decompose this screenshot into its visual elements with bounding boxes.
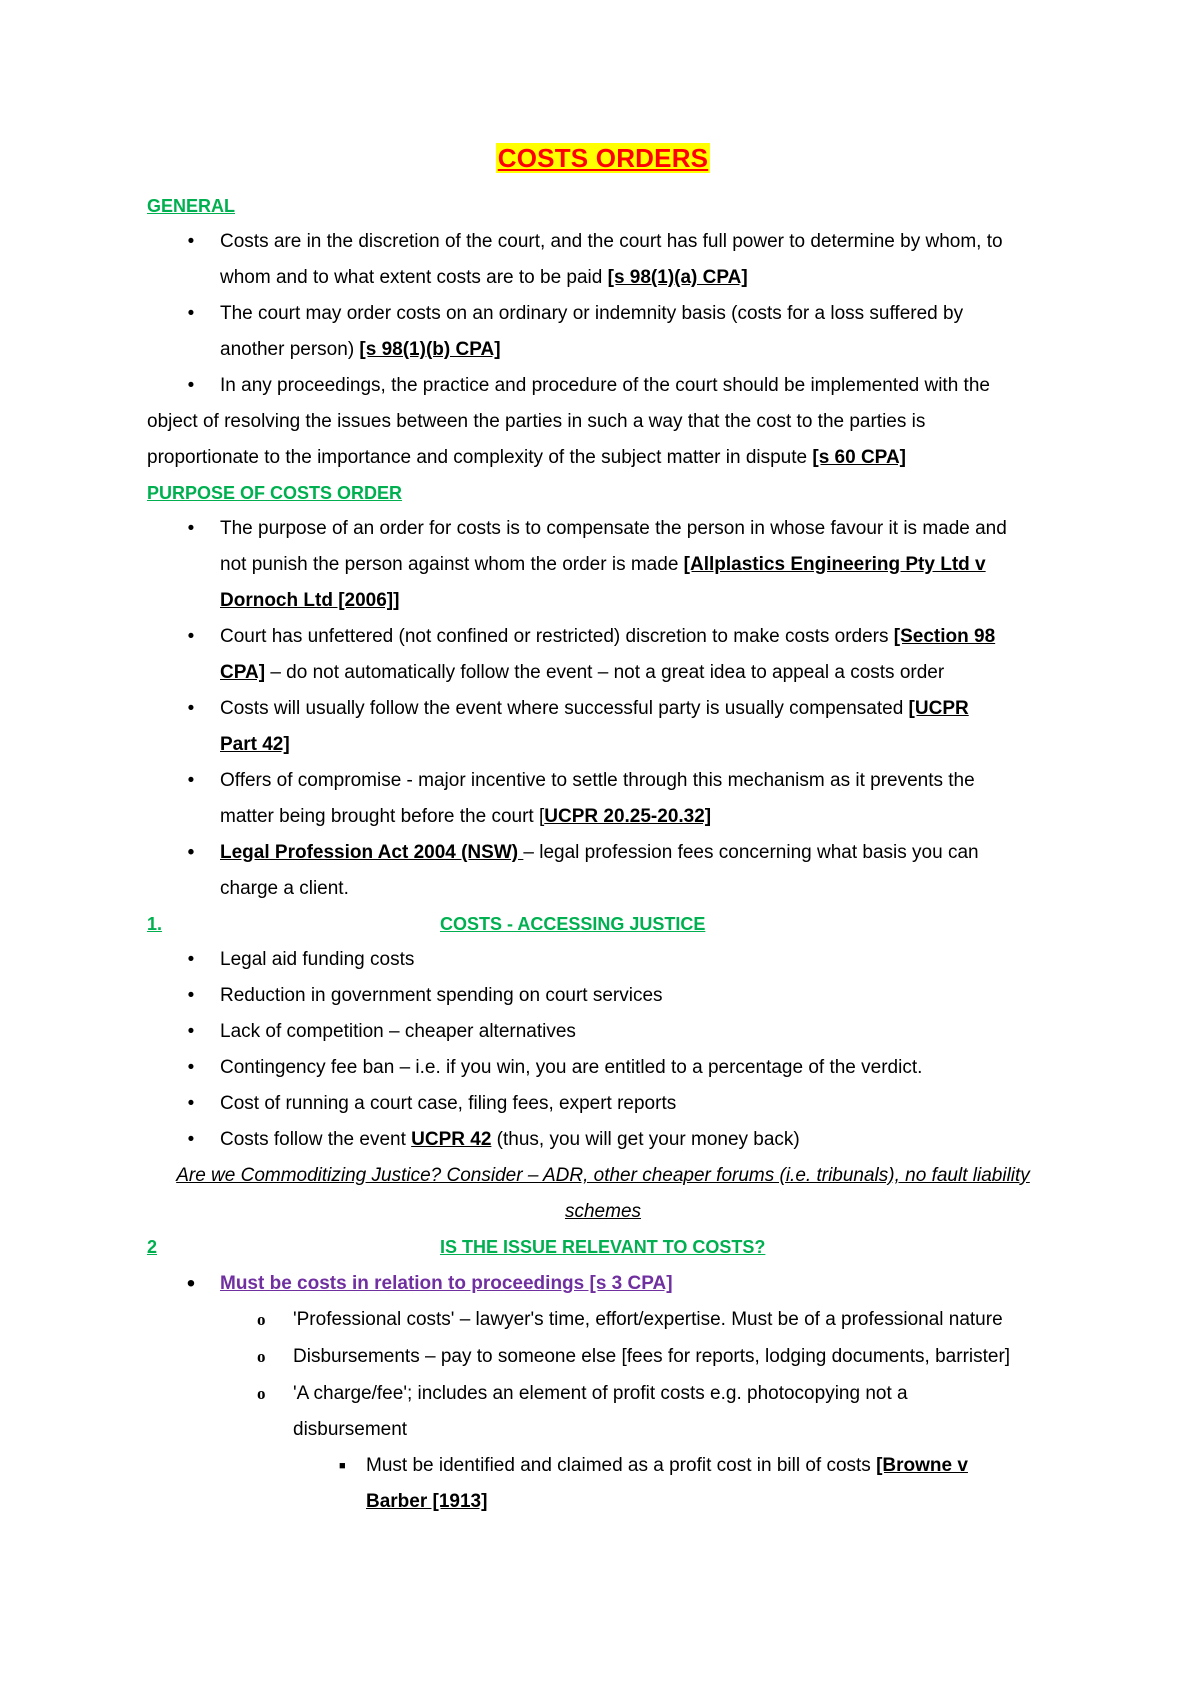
question-line bbox=[147, 1194, 1059, 1230]
list-item bbox=[147, 835, 1059, 871]
list-item bbox=[147, 368, 1059, 404]
text-line bbox=[220, 799, 711, 835]
text-span: another person) bbox=[220, 339, 360, 360]
text-line: The purpose of an order for costs is to compensate the person in whose favour it is made and bbox=[220, 518, 1007, 539]
bullet-icon: • bbox=[187, 985, 195, 1006]
list-item bbox=[147, 1050, 1059, 1086]
list-item bbox=[147, 511, 1059, 547]
bullet-icon: • bbox=[187, 626, 195, 647]
list-item bbox=[147, 1266, 1059, 1302]
section-1-heading-line bbox=[147, 906, 1059, 942]
text-line: Reduction in government spending on court services bbox=[220, 985, 663, 1006]
bullet-icon: • bbox=[187, 375, 195, 396]
bullet-icon: • bbox=[187, 1057, 195, 1078]
document-title: COSTS ORDERS bbox=[497, 143, 709, 173]
text-line bbox=[220, 547, 986, 583]
text-span: 1. bbox=[147, 914, 163, 934]
text-line bbox=[220, 835, 979, 871]
sub-bullet-icon: o bbox=[257, 1310, 266, 1329]
text-line: Cost of running a court case, filing fees, expert reports bbox=[220, 1093, 677, 1114]
list-item-continuation bbox=[147, 583, 1059, 619]
bullet-icon: • bbox=[187, 770, 195, 791]
list-item-continuation bbox=[147, 547, 1059, 583]
text-span: 2 bbox=[147, 1237, 158, 1257]
text-line bbox=[366, 1448, 968, 1484]
list-item-continuation bbox=[147, 332, 1059, 368]
text-line bbox=[220, 619, 995, 655]
text-line bbox=[220, 655, 944, 691]
bullet-icon: • bbox=[187, 949, 195, 970]
list-item-continuation bbox=[147, 404, 1059, 440]
citation: [Allplastics Engineering Pty Ltd v bbox=[683, 554, 986, 575]
list-item bbox=[147, 978, 1059, 1014]
list-item-continuation bbox=[147, 260, 1059, 296]
citation: [UCPR bbox=[908, 698, 969, 719]
bullet-icon: • bbox=[187, 1021, 195, 1042]
list-item-continuation bbox=[147, 727, 1059, 763]
bullet-icon: • bbox=[187, 518, 195, 539]
text-span: – legal profession fees concerning what basis you can bbox=[523, 842, 979, 863]
citation: UCPR 42 bbox=[411, 1129, 492, 1150]
section-2-heading: IS THE ISSUE RELEVANT TO COSTS? bbox=[440, 1237, 766, 1257]
citation: Barber [1913] bbox=[366, 1491, 488, 1512]
text-span: Court has unfettered (not confined or restricted) discretion to make costs orders bbox=[220, 626, 894, 647]
list-item bbox=[147, 763, 1059, 799]
text-line bbox=[220, 260, 748, 296]
text-span: (thus, you will get your money back) bbox=[491, 1129, 800, 1150]
sub-sub-list-item bbox=[147, 1448, 1059, 1484]
bullet-icon: • bbox=[187, 231, 195, 252]
text-span: matter being brought before the court [ bbox=[220, 806, 545, 827]
sub-list-item-continuation bbox=[147, 1412, 1059, 1448]
text-line: Legal aid funding costs bbox=[220, 949, 415, 970]
bullet-icon: • bbox=[187, 1093, 195, 1114]
text-line: charge a client. bbox=[220, 878, 349, 899]
text-line: Contingency fee ban – i.e. if you win, you are entitled to a percentage of the verdict. bbox=[220, 1057, 923, 1078]
list-item-continuation bbox=[147, 440, 1059, 476]
text-line bbox=[220, 1122, 800, 1158]
list-item-continuation bbox=[147, 871, 1059, 907]
sub-list-item bbox=[147, 1302, 1059, 1338]
citation: Dornoch Ltd [2006]] bbox=[220, 590, 400, 611]
sub-sub-list-item-continuation bbox=[147, 1484, 1059, 1520]
citation: [Browne v bbox=[876, 1455, 968, 1476]
list-item bbox=[147, 1014, 1059, 1050]
text-line: Lack of competition – cheaper alternatives bbox=[220, 1021, 576, 1042]
section-1-number bbox=[147, 906, 440, 942]
text-line: object of resolving the issues between the parties in such a way that the cost to the parties is bbox=[147, 411, 926, 432]
citation: [s 60 CPA] bbox=[812, 447, 906, 468]
text-line: 'Professional costs' – lawyer's time, effort/expertise. Must be of a professional nature bbox=[293, 1309, 1003, 1330]
text-line: The court may order costs on an ordinary or indemnity basis (costs for a loss suffered by bbox=[220, 303, 964, 324]
sub-list-item bbox=[147, 1376, 1059, 1412]
sub-bullet-icon: o bbox=[257, 1384, 266, 1403]
text-span: Costs follow the event bbox=[220, 1129, 412, 1150]
bullet-icon: • bbox=[187, 1129, 195, 1150]
citation: [s 98(1)(b) CPA] bbox=[359, 339, 501, 360]
list-item-continuation bbox=[147, 655, 1059, 691]
list-item bbox=[147, 1122, 1059, 1158]
list-item bbox=[147, 224, 1059, 260]
text-line bbox=[220, 332, 501, 368]
square-bullet-icon: ■ bbox=[339, 1460, 346, 1472]
list-item bbox=[147, 619, 1059, 655]
bullet-icon: • bbox=[187, 842, 195, 863]
citation: [Section 98 bbox=[893, 626, 996, 647]
question-line bbox=[147, 1158, 1059, 1194]
text-span: Must be identified and claimed as a profit cost in bill of costs bbox=[366, 1455, 877, 1476]
general-heading-line bbox=[147, 188, 1059, 224]
purpose-heading-line bbox=[147, 475, 1059, 511]
text-line: Must be costs in relation to proceedings [s 3 CPA] bbox=[220, 1273, 673, 1294]
text-line bbox=[147, 447, 906, 468]
question-text: schemes bbox=[564, 1201, 642, 1222]
text-span: not punish the person against whom the order is made bbox=[220, 554, 684, 575]
citation: Part 42] bbox=[220, 734, 290, 755]
text-span: whom and to what extent costs are to be paid bbox=[220, 267, 608, 288]
list-item bbox=[147, 1086, 1059, 1122]
text-line: In any proceedings, the practice and procedure of the court should be implemented with the bbox=[220, 375, 990, 396]
citation: CPA] bbox=[220, 662, 266, 683]
text-line: Costs are in the discretion of the court, and the court has full power to determine by whom, to bbox=[220, 231, 1003, 252]
title-block bbox=[147, 143, 1059, 174]
citation: Legal Profession Act 2004 (NSW) bbox=[220, 842, 524, 863]
sub-list-item bbox=[147, 1339, 1059, 1375]
bullet-icon: • bbox=[187, 303, 195, 324]
section-1-heading: COSTS - ACCESSING JUSTICE bbox=[440, 914, 706, 934]
general-heading: GENERAL bbox=[147, 196, 236, 216]
text-span: Costs will usually follow the event where successful party is usually compensated bbox=[220, 698, 909, 719]
purpose-heading: PURPOSE OF COSTS ORDER bbox=[147, 483, 403, 503]
bullet-icon: • bbox=[186, 1270, 196, 1297]
text-span: – do not automatically follow the event – not a great idea to appeal a costs order bbox=[265, 662, 945, 683]
text-line: Offers of compromise - major incentive to settle through this mechanism as it prevents the bbox=[220, 770, 975, 791]
bullet-icon: • bbox=[187, 698, 195, 719]
list-item bbox=[147, 691, 1059, 727]
section-2-heading-line bbox=[147, 1229, 1059, 1265]
list-item bbox=[147, 296, 1059, 332]
text-span: proportionate to the importance and complexity of the subject matter in dispute bbox=[147, 447, 813, 468]
text-line: Disbursements – pay to someone else [fees for reports, lodging documents, barrister] bbox=[293, 1346, 1011, 1367]
list-item bbox=[147, 942, 1059, 978]
text-line bbox=[220, 691, 969, 727]
text-line: disbursement bbox=[293, 1419, 408, 1440]
citation: UCPR 20.25-20.32] bbox=[544, 806, 712, 827]
section-2-number bbox=[147, 1229, 440, 1265]
sub-bullet-icon: o bbox=[257, 1347, 266, 1366]
text-line: 'A charge/fee'; includes an element of profit costs e.g. photocopying not a bbox=[293, 1383, 908, 1404]
question-text: Are we Commoditizing Justice? Consider – ADR, other cheaper forums (i.e. tribunals), no fault liability bbox=[176, 1165, 1030, 1186]
list-item-continuation bbox=[147, 799, 1059, 835]
citation: [s 98(1)(a) CPA] bbox=[607, 267, 748, 288]
